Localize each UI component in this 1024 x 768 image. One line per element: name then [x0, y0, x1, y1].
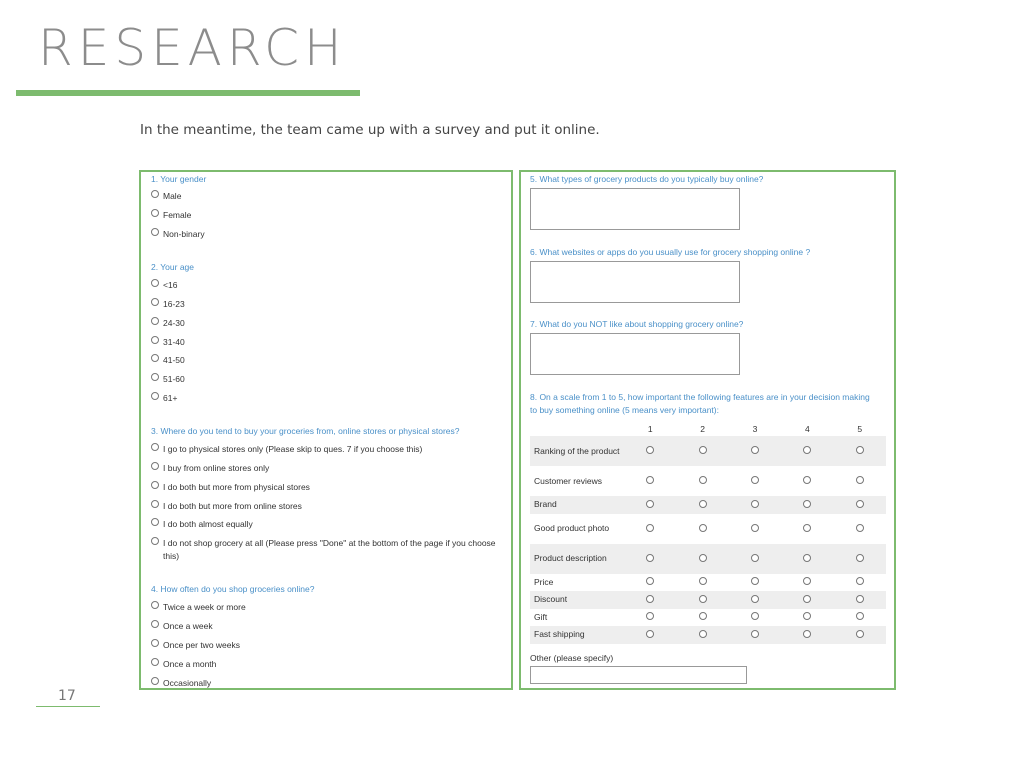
radio-button[interactable] — [151, 392, 159, 400]
question-dislikes: 7. What do you NOT like about shopping grocery online? — [530, 319, 744, 329]
radio-button[interactable] — [856, 612, 864, 620]
dislikes-input[interactable] — [530, 333, 740, 375]
option-label: Twice a week or more — [163, 602, 246, 612]
option-age-31-40[interactable] — [151, 336, 185, 349]
option-online-only[interactable] — [151, 462, 269, 475]
page-number-underline — [36, 706, 100, 707]
survey-panel-left — [139, 170, 513, 690]
scale-label: 1 — [647, 424, 653, 434]
other-label: Other (please specify) — [530, 653, 614, 663]
option-label: Non-binary — [163, 229, 205, 239]
option-label: Female — [163, 210, 192, 220]
matrix-row-price — [530, 574, 886, 592]
matrix-row-brand — [530, 496, 886, 514]
radio-button[interactable] — [151, 209, 159, 217]
radio-button[interactable] — [646, 630, 654, 638]
matrix-row-label: Price — [534, 576, 554, 587]
radio-button[interactable] — [646, 524, 654, 532]
radio-button[interactable] — [646, 595, 654, 603]
matrix-row-description — [530, 544, 886, 574]
option-non-binary[interactable] — [151, 228, 205, 241]
option-label: Male — [163, 191, 182, 201]
radio-button[interactable] — [856, 595, 864, 603]
radio-button[interactable] — [856, 476, 864, 484]
radio-button[interactable] — [151, 373, 159, 381]
radio-button[interactable] — [751, 446, 759, 454]
radio-button[interactable] — [803, 577, 811, 585]
option-label: Once a week — [163, 621, 213, 631]
option-label: 31-40 — [163, 337, 185, 347]
radio-button[interactable] — [751, 500, 759, 508]
radio-button[interactable] — [151, 354, 159, 362]
option-male[interactable] — [151, 190, 181, 203]
option-label: I do both but more from online stores — [163, 501, 302, 511]
radio-button[interactable] — [803, 554, 811, 562]
radio-button[interactable] — [751, 476, 759, 484]
option-twice-a-week[interactable] — [151, 601, 246, 614]
question-websites: 6. What websites or apps do you usually use for grocery shopping online ? — [530, 247, 811, 257]
option-age-under-16[interactable] — [151, 279, 177, 292]
matrix-row-gift — [530, 609, 886, 627]
radio-button[interactable] — [646, 577, 654, 585]
option-label: I do both almost equally — [163, 519, 253, 529]
radio-button[interactable] — [803, 595, 811, 603]
matrix-row-photo — [530, 514, 886, 544]
question-product-types: 5. What types of grocery products do you typically buy online? — [530, 174, 764, 184]
radio-button[interactable] — [803, 476, 811, 484]
radio-button[interactable] — [151, 518, 159, 526]
option-once-a-week[interactable] — [151, 620, 213, 633]
radio-button[interactable] — [151, 462, 159, 470]
option-physical-only[interactable] — [151, 443, 422, 456]
question-feature-importance: 8. On a scale from 1 to 5, how important the following features are in your decision making to buy something online (5 means very important): — [530, 392, 870, 415]
option-age-51-60[interactable] — [151, 373, 185, 386]
option-no-grocery[interactable] — [151, 537, 496, 563]
matrix-row-label: Ranking of the product — [530, 436, 624, 466]
matrix-row-label: Gift — [534, 611, 548, 622]
matrix-row-label: Discount — [530, 591, 624, 609]
option-female[interactable] — [151, 209, 191, 222]
intro-text: In the meantime, the team came up with a survey and put it online. — [140, 122, 600, 138]
matrix-row-label: Fast shipping — [530, 626, 624, 644]
radio-button[interactable] — [699, 446, 707, 454]
question-age: 2. Your age — [151, 262, 195, 272]
radio-button[interactable] — [699, 476, 707, 484]
page-number: 17 — [58, 688, 76, 704]
radio-button[interactable] — [699, 524, 707, 532]
question-gender: 1. Your gender — [151, 174, 207, 184]
option-once-per-two-weeks[interactable] — [151, 639, 240, 652]
other-input[interactable] — [530, 666, 747, 684]
option-label: I go to physical stores only (Please skip to ques. 7 if you choose this) — [163, 444, 423, 454]
radio-button[interactable] — [856, 524, 864, 532]
option-label: I buy from online stores only — [163, 463, 270, 473]
matrix-row-label: Good product photo — [534, 523, 610, 533]
matrix-row-reviews — [530, 466, 886, 496]
scale-label: 3 — [752, 424, 758, 434]
radio-button[interactable] — [751, 554, 759, 562]
scale-label: 5 — [857, 424, 863, 434]
radio-button[interactable] — [803, 524, 811, 532]
option-age-16-23[interactable] — [151, 298, 185, 311]
matrix-corner — [530, 422, 624, 436]
radio-button[interactable] — [646, 554, 654, 562]
websites-input[interactable] — [530, 261, 740, 303]
radio-button[interactable] — [803, 630, 811, 638]
page-title: RESEARCH — [38, 19, 347, 77]
radio-button[interactable] — [151, 639, 159, 647]
radio-button[interactable] — [151, 228, 159, 236]
radio-button[interactable] — [751, 595, 759, 603]
radio-button[interactable] — [151, 601, 159, 609]
option-label: <16 — [163, 280, 178, 290]
option-label: 24-30 — [163, 318, 185, 328]
radio-button[interactable] — [151, 190, 159, 198]
option-both-more-online[interactable] — [151, 500, 302, 513]
question-store-type: 3. Where do you tend to buy your groceries from, online stores or physical stores? — [151, 426, 460, 436]
rating-matrix — [530, 422, 886, 644]
radio-button[interactable] — [699, 577, 707, 585]
radio-button[interactable] — [151, 443, 159, 451]
matrix-row-shipping — [530, 626, 886, 644]
question-online-frequency: 4. How often do you shop groceries online? — [151, 584, 315, 594]
radio-button[interactable] — [856, 577, 864, 585]
option-once-a-month[interactable] — [151, 658, 216, 671]
radio-button[interactable] — [151, 336, 159, 344]
radio-button[interactable] — [751, 630, 759, 638]
radio-button[interactable] — [699, 612, 707, 620]
radio-button[interactable] — [699, 500, 707, 508]
matrix-row-ranking — [530, 436, 886, 466]
scale-label: 4 — [805, 424, 810, 434]
matrix-row-label: Brand — [530, 496, 624, 514]
radio-button[interactable] — [646, 476, 654, 484]
radio-button[interactable] — [151, 481, 159, 489]
radio-button[interactable] — [751, 524, 759, 532]
radio-button[interactable] — [646, 446, 654, 454]
radio-button[interactable] — [751, 612, 759, 620]
radio-button[interactable] — [151, 500, 159, 508]
option-age-61-plus[interactable] — [151, 392, 177, 405]
option-both-more-physical[interactable] — [151, 481, 310, 494]
radio-button[interactable] — [151, 658, 159, 666]
radio-button[interactable] — [803, 500, 811, 508]
option-label: I do not shop grocery at all (Please press "Done" at the bottom of the page if you choose this) — [163, 538, 496, 561]
radio-button[interactable] — [699, 595, 707, 603]
radio-button[interactable] — [151, 620, 159, 628]
matrix-row-label: Product description — [530, 544, 624, 574]
radio-button[interactable] — [646, 612, 654, 620]
radio-button[interactable] — [856, 554, 864, 562]
scale-label: 2 — [700, 424, 705, 434]
option-label: Once per two weeks — [163, 640, 241, 650]
title-underline — [16, 90, 360, 96]
option-label: 61+ — [163, 393, 178, 403]
radio-button[interactable] — [803, 446, 811, 454]
survey-panel-right — [519, 170, 896, 690]
option-label: Once a month — [163, 659, 217, 669]
radio-button[interactable] — [856, 500, 864, 508]
option-label: I do both but more from physical stores — [163, 482, 310, 492]
radio-button[interactable] — [751, 577, 759, 585]
matrix-header-row — [530, 422, 886, 436]
option-label: 51-60 — [163, 374, 185, 384]
radio-button[interactable] — [803, 612, 811, 620]
radio-button[interactable] — [151, 298, 159, 306]
option-label: 16-23 — [163, 299, 185, 309]
option-both-equally[interactable] — [151, 518, 253, 531]
radio-button[interactable] — [151, 279, 159, 287]
product-types-input[interactable] — [530, 188, 740, 230]
radio-button[interactable] — [699, 554, 707, 562]
radio-button[interactable] — [151, 317, 159, 325]
matrix-row-label: Customer reviews — [534, 475, 603, 486]
radio-button[interactable] — [646, 500, 654, 508]
radio-button[interactable] — [856, 630, 864, 638]
option-occasionally[interactable] — [151, 677, 211, 690]
option-label: Occasionally — [163, 678, 212, 688]
option-age-24-30[interactable] — [151, 317, 185, 330]
option-age-41-50[interactable] — [151, 354, 185, 367]
matrix-row-discount — [530, 591, 886, 609]
radio-button[interactable] — [699, 630, 707, 638]
radio-button[interactable] — [856, 446, 864, 454]
option-label: 41-50 — [163, 355, 185, 365]
radio-button[interactable] — [151, 537, 159, 545]
radio-button[interactable] — [151, 677, 159, 685]
